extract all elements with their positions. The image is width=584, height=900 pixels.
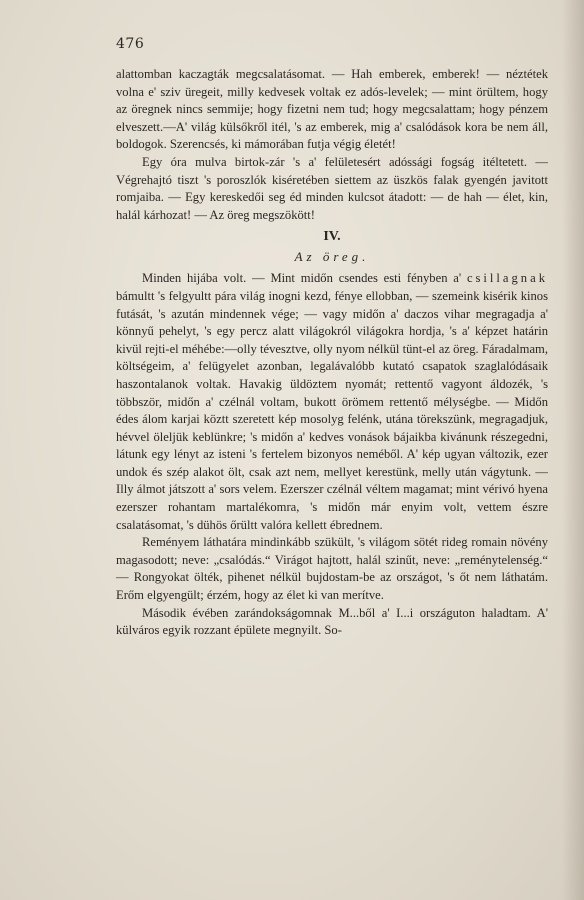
spaced-word-csillagnak: csillagnak: [466, 271, 548, 286]
chapter-title: Az öreg.: [294, 249, 370, 265]
page-number: 476: [116, 36, 145, 52]
paragraph-search-start: Minden hijába volt. — Mint midőn csendes esti fényben a': [142, 271, 467, 286]
chapter-number: IV.: [323, 229, 341, 245]
paragraph-seizure: Egy óra mulva birtok-zár 's a' felületesért adóssági fogság itéltetett. — Végrehajtó tiszt 's poroszlók kiséretében siettem az üszkös falak gyengén javitott romjaiba. — Egy kereskedői seg éd minden kulcsot átadott: — de hah — élet, kin, halál kárhozat! — Az öreg megszökött!: [116, 154, 548, 222]
page-edge-shadow: [562, 0, 584, 900]
paragraph-pilgrimage: Második évében zarándokságomnak M...ből a' I...i országuton haladtam. A' külváros egyik rozzant épülete megnyilt. So-: [116, 605, 548, 638]
paragraph-continuation: alattomban kaczagták megcsalatásomat. — Hah emberek, emberek! — néztétek volna e' sziv üregeit, milly kedvesek voltak ez adós-levelek; — mint örültem, hogy az öregnek nincs semmije; hogy fizetni nem tud; hogy megcsalattam; hogy pénzem elveszett.—A' világ külsőkről itél, 's az emberek, mig a' csalódások kora be nem áll, boldogok. Szerencsés, ki mámorában futja végig életét!: [116, 67, 548, 152]
body-text: [116, 66, 548, 640]
paragraph-search-rest: bámultt 's felgyultt pára világ inogni kezd, fénye ellobban, — szemeink kisérik kinos futását, 's azután mindennek vége; — vagy midőn a' daczos vihar megragadja a' könnyű pehelyt, 's egy percz alatt világokról világokra hordja, 's a' képzet határin kivül rejti-el méhébe:—olly tévesztve, olly nyom nélkül tünt-el az öreg. Fáradalmam, költségeim, a' felügyelet azonban, legalávalóbb kutató csapatok szaglalódásaik haszontalanok voltak. Havakig üldöztem nyomát; rettentő vagyont áldozék, 's többször, midőn a' czélnál voltam, bukott örömem rettentő mélységbe. — Midőn édes álom karjai köztt szeretett kép mosolyg felénk, utána törekszünk, megragadjuk, hévvel öleljük keblünkre; 's midőn a' kedves vonások bájaikba kivánunk részegedni, látunk egy lényt az isteni 's fertelem bizonyos neméből. A' kép ugyan változik, ezer undok és szép alakot ölt, csak azt nem, mellyet kerestünk, melly után vágytunk. — Illy álmot játszott a' sors velem. Ezerszer czélnál véltem magamat; mint vérivó hyena ezerszer rohantam martalékomra, 's midőn már enyim volt, vettem észre csalatásomat, 's dühös őrültt valóra kellett ébrednem.: [116, 288, 548, 532]
paragraph-hope: Reményem láthatára mindinkább szükült, 's világom sötét rideg romain növény magasodott; neve: „csalódás.“ Virágot hajtott, halál szinűt, neve: „reménytelenség.“ — Rongyokat ölték, pihenet nélkül bujdostam-be az országot, 's őt nem láthatám. Erőm elgyengült; érzém, hogy az élet ki van merítve.: [116, 535, 548, 603]
paragraph-search: [116, 270, 548, 534]
